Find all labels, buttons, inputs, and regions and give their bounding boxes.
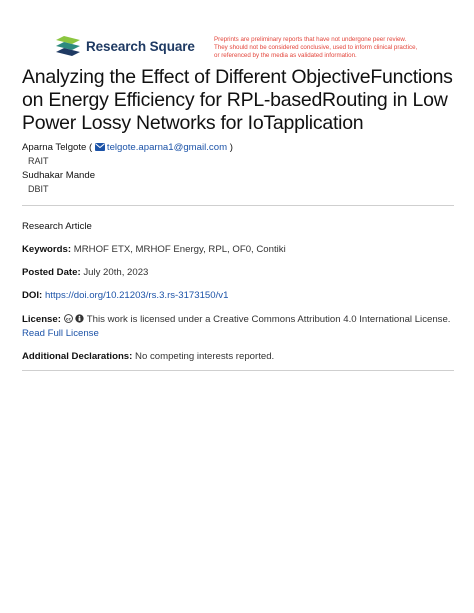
author-affiliation: RAIT (28, 156, 49, 166)
envelope-icon (95, 143, 105, 151)
declarations-value: No competing interests reported. (135, 351, 275, 362)
license-label: License: (22, 314, 61, 325)
doi-link[interactable]: https://doi.org/10.21203/rs.3.rs-3173150/v1 (44, 290, 229, 301)
title-line: Power Lossy Networks for IoTapplication (22, 112, 364, 134)
divider (22, 370, 454, 371)
divider (22, 205, 454, 206)
author-name: Aparna Telgote (22, 142, 87, 153)
author-2 (22, 170, 95, 181)
posted-date-value: July 20th, 2023 (83, 267, 149, 278)
creative-commons-icon (64, 314, 73, 323)
notice-line: Preprints are preliminary reports that have not undergone peer review. (214, 36, 407, 43)
read-full-license-link[interactable]: Read Full License (22, 328, 99, 339)
title-line: Analyzing the Effect of Different ObjectiveFunctions (22, 66, 453, 88)
author-affiliation: DBIT (28, 184, 49, 194)
research-square-logo-icon (56, 36, 80, 56)
brand-name: Research Square (86, 38, 195, 54)
author-email: telgote.aparna1@gmail.com (106, 142, 228, 153)
doi-label: DOI: (22, 290, 43, 301)
keywords-label: Keywords: (22, 244, 72, 255)
preprint-notice (214, 36, 436, 60)
article-type: Research Article (22, 221, 92, 232)
notice-line: or referenced by the media as validated information. (214, 52, 357, 59)
doi (22, 290, 228, 301)
posted-date (22, 267, 148, 278)
author-name: Sudhakar Mande (22, 170, 96, 181)
keywords-value: MRHOF ETX, MRHOF Energy, RPL, OF0, Contiki (73, 244, 286, 255)
license-text: This work is licensed under a Creative Commons Attribution 4.0 International License. (86, 314, 451, 325)
license-link-row (22, 328, 99, 339)
article-title (22, 66, 462, 135)
author-1: Aparna Telgote ( telgote.aparna1@gmail.com ) (22, 142, 233, 153)
author-email-link[interactable] (95, 142, 230, 153)
notice-line: They should not be considered conclusive, used to inform clinical practice, (214, 44, 418, 51)
title-line: on Energy Efficiency for RPL-basedRouting in Low (22, 89, 448, 111)
research-square-logo[interactable] (56, 36, 195, 56)
svg-text:cc: cc (65, 316, 71, 322)
attribution-icon (75, 314, 84, 323)
keywords (22, 244, 286, 255)
additional-declarations (22, 351, 274, 362)
posted-date-label: Posted Date: (22, 267, 81, 278)
license (22, 314, 450, 325)
declarations-label: Additional Declarations: (22, 351, 133, 362)
